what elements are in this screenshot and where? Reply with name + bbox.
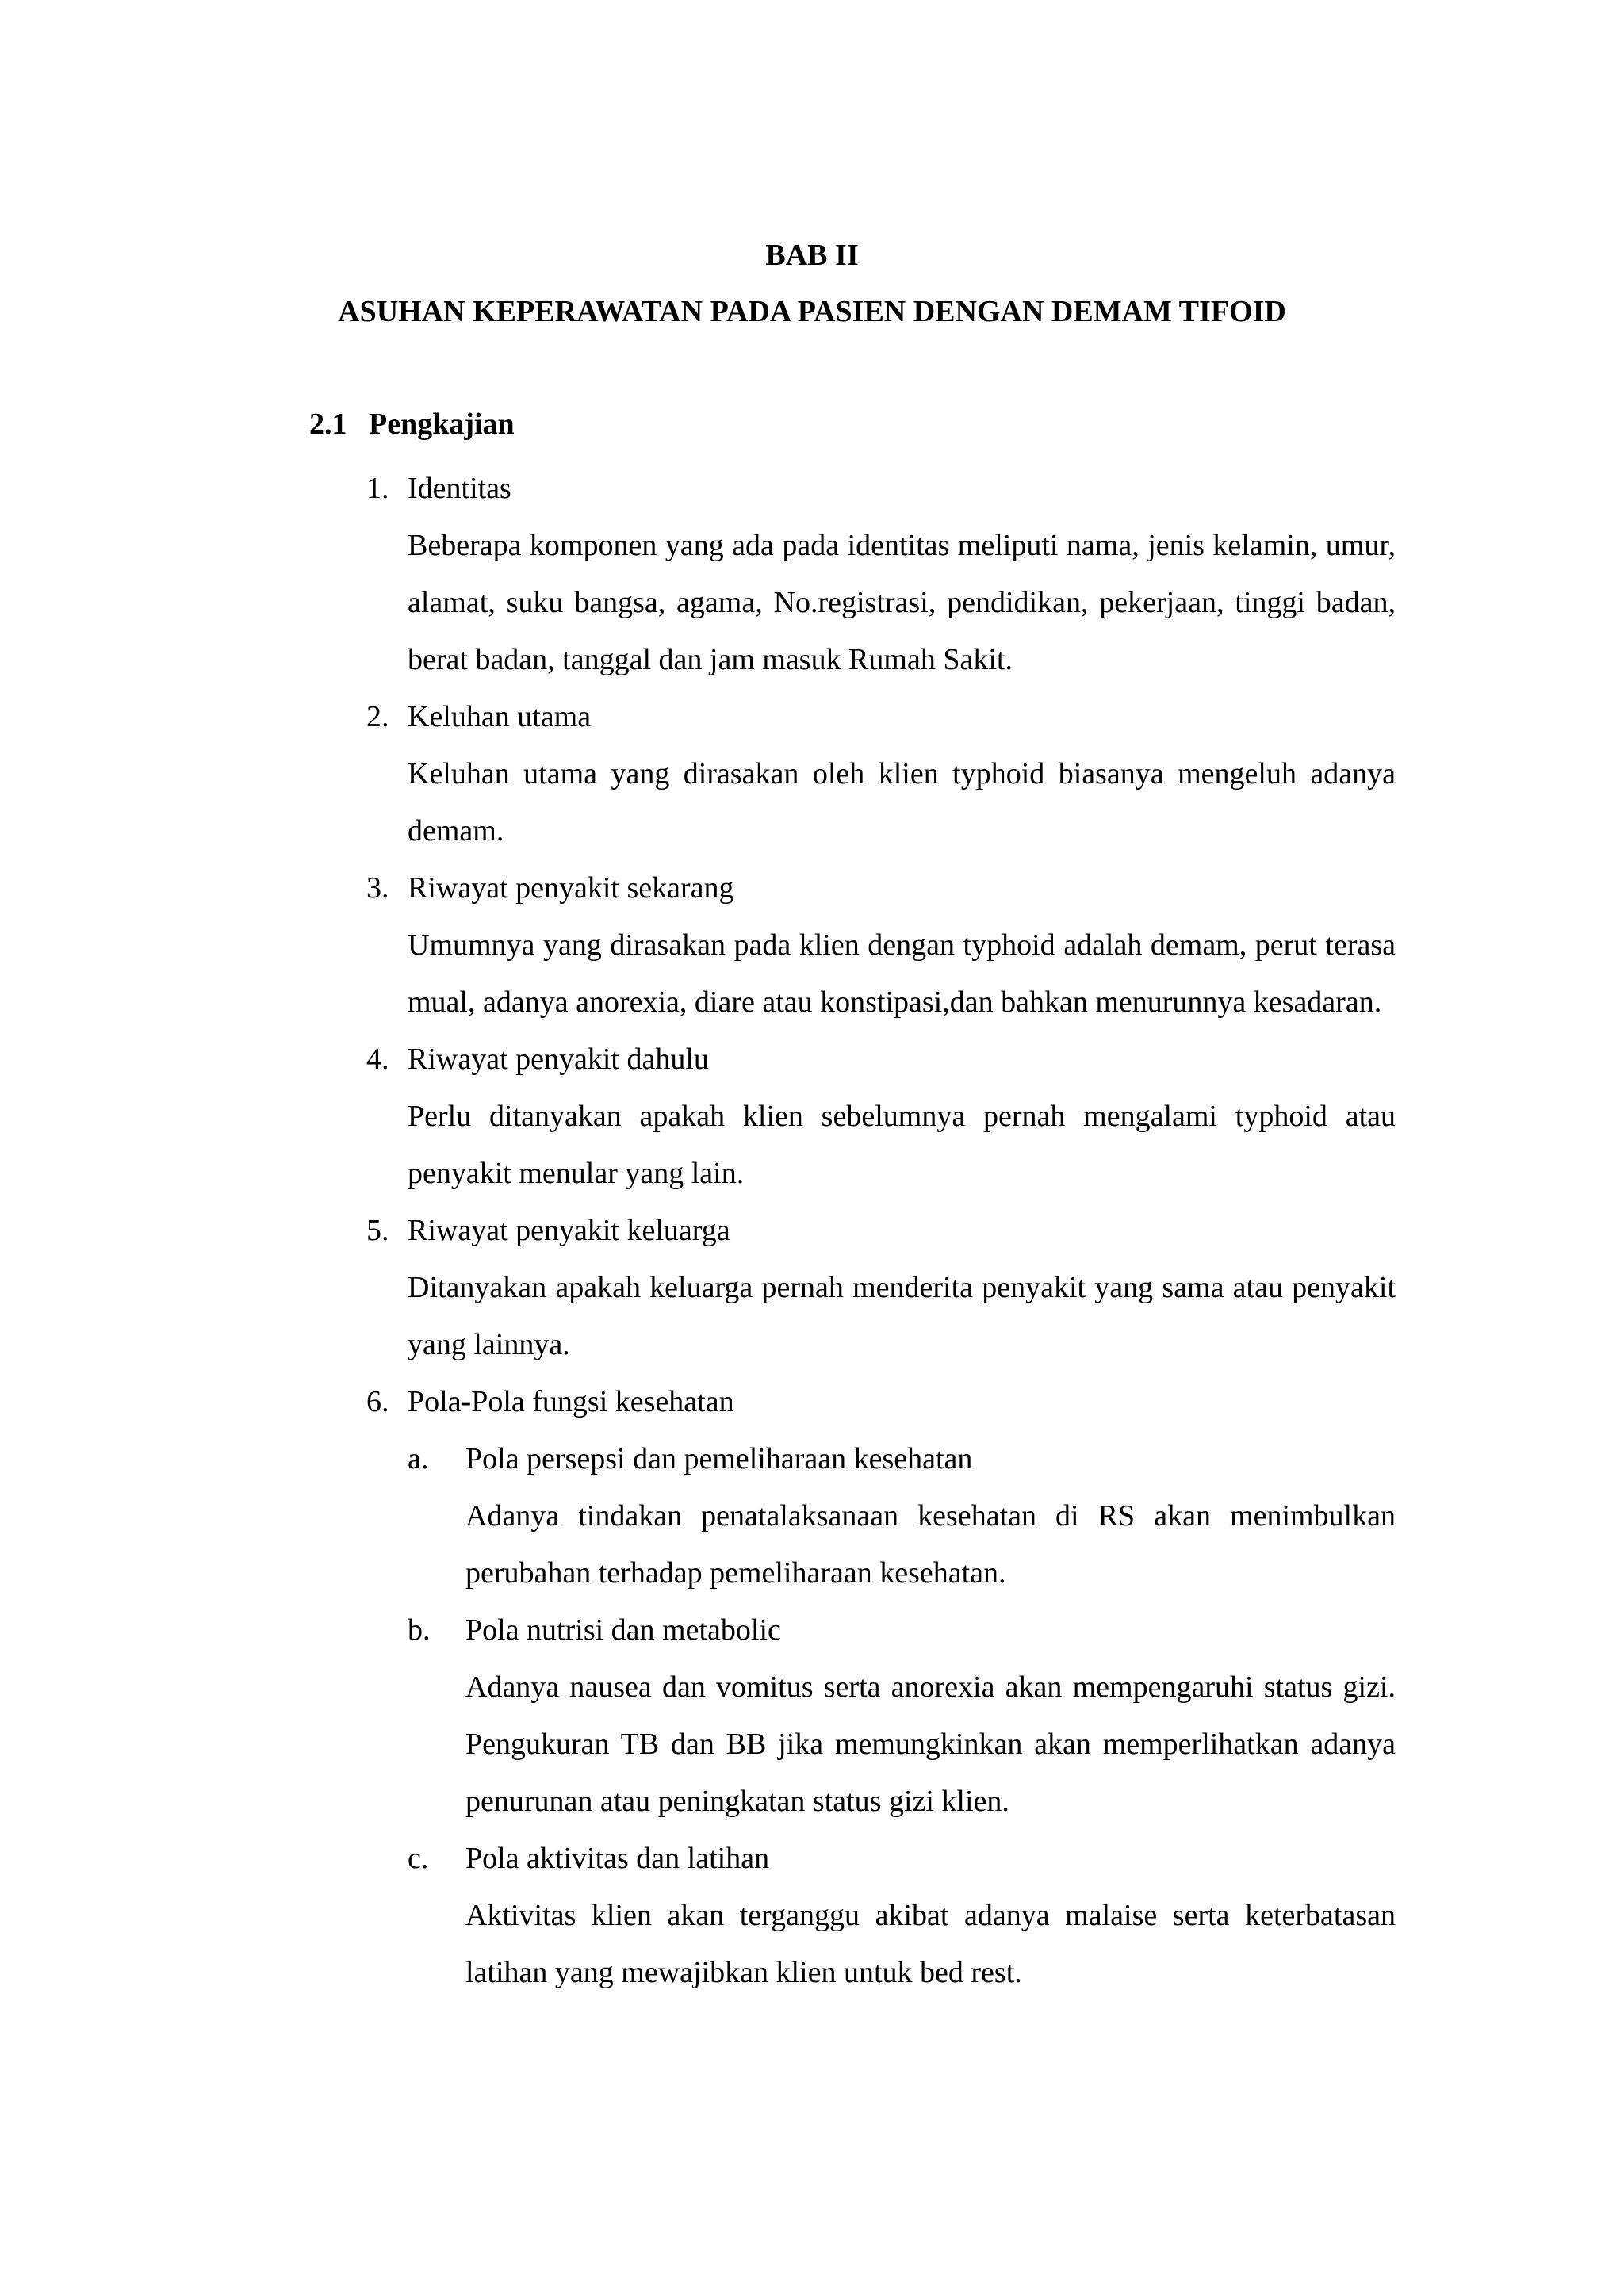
list-item-title: Riwayat penyakit sekarang [408,871,734,905]
list-item-paragraph: Perlu ditanyakan apakah klien sebelumnya pernah mengalami typhoid atau penyakit menular yang lain. [408,1100,1396,1190]
list-item-number: 3. [366,871,389,905]
sub-item-letter: a. [408,1442,429,1475]
list-item-title: Pola-Pola fungsi kesehatan [408,1385,734,1418]
list-item-heading [366,1373,1396,1430]
sub-item-paragraph: Adanya tindakan penatalaksanaan kesehatan di RS akan menimbulkan perubahan terhadap pemeliharaan kesehatan. [465,1499,1396,1590]
sub-item-title: Pola nutrisi dan metabolic [465,1613,781,1647]
section-title: Pengkajian [369,408,515,441]
sub-item-heading [408,1601,1396,1659]
list-item-heading [366,859,1396,916]
list-item-title: Riwayat penyakit keluarga [408,1214,730,1247]
list-item-paragraph: Ditanyakan apakah keluarga pernah menderita penyakit yang sama atau penyakit yang lainnya. [408,1271,1396,1361]
sub-item-paragraph: Adanya nausea dan vomitus serta anorexia akan mempengaruhi status gizi. Pengukuran TB dan BB jika memungkinkan akan memperlihatkan adanya penurunan atau peningkatan status gizi klien. [465,1670,1396,1818]
sub-item-heading [408,1430,1396,1487]
list-item-number: 1. [366,472,389,505]
sub-item-letter: c. [408,1842,429,1875]
list-item-riwayat-keluarga [366,1202,1396,1373]
list-item-riwayat-dahulu [366,1031,1396,1202]
list-item-title: Riwayat penyakit dahulu [408,1043,709,1076]
sub-item-heading [408,1830,1396,1887]
list-item-keluhan-utama [366,688,1396,859]
list-item-paragraph: Beberapa komponen yang ada pada identitas meliputi nama, jenis kelamin, umur, alamat, suku bangsa, agama, No.registrasi, pendidikan, pekerjaan, tinggi badan, berat badan, tanggal dan jam masuk Rumah Sakit. [408,529,1396,676]
sub-item-title: Pola aktivitas dan latihan [465,1842,770,1875]
list-item-riwayat-sekarang [366,859,1396,1031]
list-item-paragraph: Umumnya yang dirasakan pada klien dengan typhoid adalah demam, perut terasa mual, adanya anorexia, diare atau konstipasi,dan bahkan menurunnya kesadaran. [408,928,1396,1019]
list-item-heading [366,688,1396,745]
sub-item-nutrisi [408,1601,1396,1830]
list-item-pola-fungsi [366,1373,1396,2001]
list-item-identitas [366,460,1396,688]
sub-item-aktivitas [408,1830,1396,2001]
section-content [366,460,1396,2001]
sub-item-letter: b. [408,1613,431,1647]
list-item-number: 5. [366,1214,389,1247]
list-item-title: Keluhan utama [408,700,592,733]
list-item-number: 2. [366,700,389,733]
list-item-heading [366,1031,1396,1088]
list-item-paragraph: Keluhan utama yang dirasakan oleh klien typhoid biasanya mengeluh adanya demam. [408,757,1396,848]
sub-item-persepsi [408,1430,1396,1601]
list-item-heading [366,1202,1396,1259]
section-number: 2.1 [309,408,347,441]
list-item-heading [366,460,1396,517]
sub-item-title: Pola persepsi dan pemeliharaan kesehatan [465,1442,973,1475]
chapter-title: ASUHAN KEPERAWATAN PADA PASIEN DENGAN DEMAM TIFOID [338,295,1286,328]
sub-item-paragraph: Aktivitas klien akan terganggu akibat adanya malaise serta keterbatasan latihan yang mewajibkan klien untuk bed rest. [465,1899,1396,1989]
list-item-number: 4. [366,1043,389,1076]
sub-list [366,1430,1396,2001]
list-item-title: Identitas [408,472,511,505]
chapter-label: BAB II [765,239,859,272]
list-item-number: 6. [366,1385,389,1418]
